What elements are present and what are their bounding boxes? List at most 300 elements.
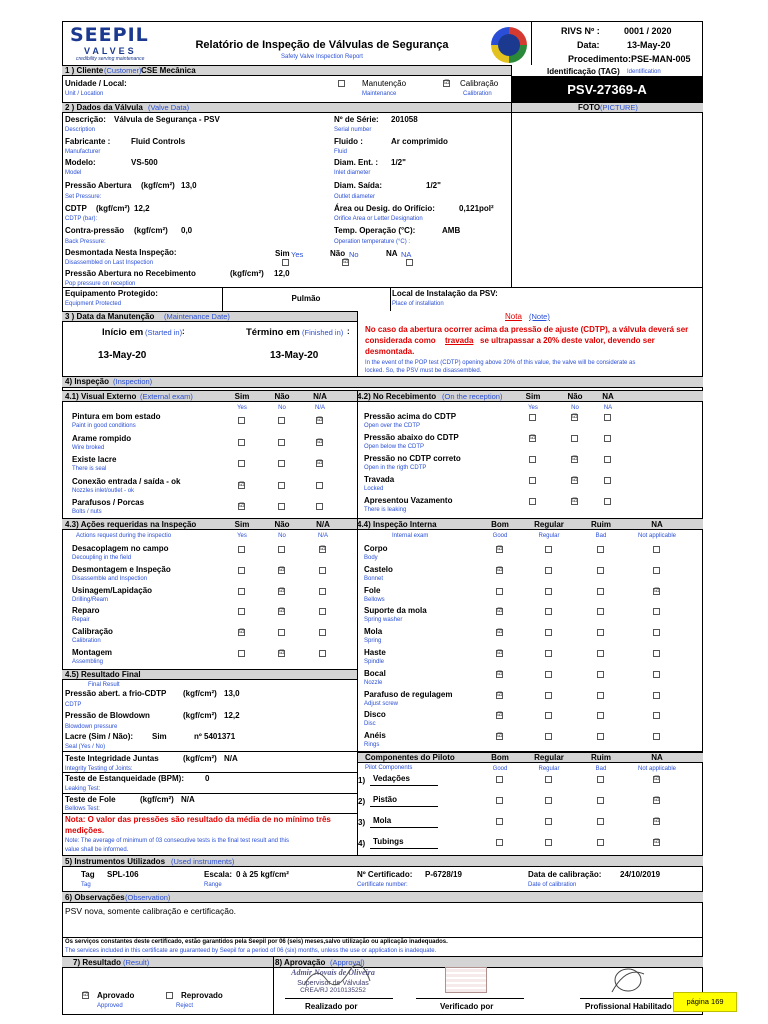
instrument-tag-label-en: Tag xyxy=(81,882,91,888)
rivs-value: 0001 / 2020 xyxy=(624,26,672,36)
row-checkbox[interactable] xyxy=(319,588,326,595)
row-checkbox[interactable] xyxy=(653,546,660,553)
maintenance-title-en: (Maintenance Date) xyxy=(164,312,230,321)
row-label: Conexão entrada / saída - ok xyxy=(72,476,181,486)
row-checkbox[interactable] xyxy=(597,546,604,553)
inlet-label: Diam. Ent. : xyxy=(334,158,379,167)
row-checkbox[interactable]: ☑ xyxy=(497,670,503,677)
row-checkbox[interactable] xyxy=(653,733,660,740)
row-checkbox[interactable] xyxy=(545,712,552,719)
row-label-en: Nozzles inlet/outlet - ok xyxy=(72,487,135,494)
set-pressure-unit: (kgf/cm²) xyxy=(141,181,175,190)
row-checkbox[interactable] xyxy=(653,567,660,574)
result-title-en: (Result) xyxy=(123,958,150,967)
row-label: Pressão acima do CDTP xyxy=(364,412,457,421)
row-label-en: Bonnet xyxy=(364,575,384,582)
final-title: 4.5) Resultado Final xyxy=(65,670,141,679)
range-label-en: Range xyxy=(204,882,222,888)
certificate-value: P-6728/19 xyxy=(425,870,462,879)
note-en-line-2: locked. So, the PSV must be disassembled. xyxy=(365,368,482,374)
column-header-en: Yes xyxy=(237,405,247,411)
row-checkbox[interactable]: ☑ xyxy=(320,546,326,552)
column-header: Não xyxy=(567,392,583,401)
procedure-label: Procedimento: xyxy=(568,54,632,64)
column-header: Sim xyxy=(525,392,541,401)
row-checkbox[interactable] xyxy=(604,414,611,421)
maintenance-checkbox[interactable] xyxy=(338,80,345,87)
column-header-en: Bad xyxy=(595,533,607,539)
row-label: Pressão no CDTP correto xyxy=(364,454,461,463)
disassembled-nao: Não xyxy=(330,249,346,258)
approved-label: Aprovado xyxy=(97,991,135,1000)
row-label-en: Drilling/Ream xyxy=(72,596,109,603)
cdtp-value: 12,2 xyxy=(134,204,150,213)
row-label: Montagem xyxy=(72,648,112,657)
column-header-en: No xyxy=(278,533,286,539)
row-checkbox[interactable] xyxy=(545,629,552,636)
row-checkbox[interactable] xyxy=(604,498,611,505)
row-checkbox[interactable]: ☑ xyxy=(497,712,503,719)
column-header: Não xyxy=(274,392,290,401)
pop-pressure-label-en: Pop pressure on reception xyxy=(65,281,136,287)
row-checkbox[interactable] xyxy=(238,567,245,574)
warranty-text: Os serviços constantes deste certificado, estão garantidos pela Seepil por 06 (seis) meses,salvo utilização ou aplicação inadequados. xyxy=(65,939,448,945)
inspection-header xyxy=(62,376,703,388)
description-label-en: Description xyxy=(65,127,96,133)
row-underline xyxy=(370,806,438,807)
manufacturer-label-en: Manufacturer xyxy=(65,149,101,155)
column-header: Não xyxy=(274,520,290,529)
row-checkbox[interactable] xyxy=(597,671,604,678)
row-label: Mola xyxy=(373,816,392,825)
row-checkbox[interactable] xyxy=(653,629,660,636)
row-checkbox[interactable] xyxy=(545,733,552,740)
maintenance-label: Manutenção xyxy=(362,79,407,88)
equipment-value: Pulmão xyxy=(291,294,321,303)
row-checkbox[interactable] xyxy=(545,588,552,595)
row-label-en: Body xyxy=(364,555,378,561)
final-note-en-2: value shall be informed. xyxy=(65,847,129,853)
warranty-text-en: The services included in this certificate are guaranteed by Seepil for a period of 06 (six) months, unless the use or application is inadequate. xyxy=(65,948,437,954)
row-checkbox[interactable] xyxy=(545,797,552,804)
row-checkbox[interactable] xyxy=(319,608,326,615)
row-checkbox[interactable] xyxy=(238,650,245,657)
final-note-red-1: Nota: O valor das pressões são resultado da média de no mínimo três xyxy=(65,815,331,824)
row-checkbox[interactable] xyxy=(238,460,245,467)
row-checkbox[interactable] xyxy=(545,567,552,574)
inlet-label-en: Inlet diameter xyxy=(334,170,371,176)
approved-checkbox[interactable]: ☑ xyxy=(83,992,89,998)
start-label: Início em xyxy=(102,327,144,338)
row-checkbox[interactable] xyxy=(238,546,245,553)
description-value: Válvula de Segurança - PSV xyxy=(114,115,220,124)
row-label-en: Open in the rigth CDTP xyxy=(364,465,427,471)
row-checkbox[interactable] xyxy=(597,588,604,595)
row-checkbox[interactable] xyxy=(604,456,611,463)
row-label-en: There is seal xyxy=(72,466,107,472)
disassembled-no-checkbox[interactable]: ☑ xyxy=(343,259,349,265)
row-checkbox[interactable]: ☑ xyxy=(572,477,578,483)
note-line-1: No caso da abertura ocorrer acima da pressão de ajuste (CDTP), a válvula deverá ser xyxy=(365,325,689,334)
temp-value: AMB xyxy=(442,226,461,235)
row-checkbox[interactable] xyxy=(545,650,552,657)
row-checkbox[interactable]: ☑ xyxy=(654,587,660,594)
row-checkbox[interactable]: ☑ xyxy=(239,481,245,488)
row-checkbox[interactable] xyxy=(238,588,245,595)
row-label-en: Wire broked xyxy=(72,444,105,451)
row-checkbox[interactable]: ☑ xyxy=(497,691,503,698)
cdtp-label-en: CDTP (bar): xyxy=(65,216,98,222)
row-label: Usinagem/Lapidação xyxy=(72,585,153,595)
row-checkbox[interactable] xyxy=(545,839,552,846)
row-checkbox[interactable]: ☑ xyxy=(279,608,285,615)
instrument-tag-label: Tag xyxy=(81,870,95,879)
note-divider xyxy=(357,311,358,376)
model-value: VS-500 xyxy=(131,158,158,167)
leak-test-label: Teste de Estanqueidade (BPM): xyxy=(65,774,184,783)
row-checkbox[interactable] xyxy=(316,503,323,510)
visual-title: 4.1) Visual Externo xyxy=(65,392,137,401)
maintenance-label-en: Maintenance xyxy=(362,91,397,97)
row-label: Disco xyxy=(364,710,386,720)
row-label-en: Bolts / nuts xyxy=(72,509,102,515)
row-label: Suporte da mola xyxy=(364,606,427,616)
blowdown-value: 12,2 xyxy=(224,711,240,720)
equip-top-line xyxy=(62,287,703,288)
end-value: 13-May-20 xyxy=(270,350,319,361)
row-underline xyxy=(370,785,438,786)
leak-line xyxy=(62,793,357,794)
row-label: Calibração xyxy=(72,627,113,637)
row-checkbox[interactable]: ☑ xyxy=(572,456,578,462)
row-label: Castelo xyxy=(364,564,393,574)
row-checkbox[interactable] xyxy=(545,608,552,615)
row-checkbox[interactable] xyxy=(496,797,503,804)
photo-title-en: (PICTURE) xyxy=(600,103,638,112)
row-checkbox[interactable]: ☑ xyxy=(572,498,578,504)
row-label: Haste xyxy=(364,648,386,657)
cdtp-label: CDTP xyxy=(65,204,87,213)
row-checkbox[interactable]: ☑ xyxy=(497,650,503,656)
disassembled-na-en: NA xyxy=(401,250,412,259)
column-header-en: Not applicable xyxy=(637,533,677,539)
joints-line xyxy=(62,772,357,773)
column-header-en: Not applicable xyxy=(637,766,677,772)
row-label: Desmontagem e Inspeção xyxy=(72,564,171,574)
row-checkbox[interactable] xyxy=(278,503,285,510)
row-checkbox[interactable] xyxy=(653,692,660,699)
row-checkbox[interactable] xyxy=(278,417,285,424)
row-checkbox[interactable] xyxy=(238,439,245,446)
orifice-value: 0,121pol² xyxy=(459,204,494,213)
final-note-en-1: Note: The average of minimum of 03 consecutive tests is the final test result and this xyxy=(65,838,290,844)
row-checkbox[interactable] xyxy=(597,567,604,574)
disassembled-yes-checkbox[interactable] xyxy=(282,259,289,266)
rejected-label: Reprovado xyxy=(181,991,223,1000)
row-checkbox[interactable] xyxy=(545,776,552,783)
tag-value: PSV-27369-A xyxy=(567,82,647,97)
row-checkbox[interactable]: ☑ xyxy=(497,608,503,615)
approved-label-en: Approved xyxy=(97,1003,123,1009)
description-label: Descrição: xyxy=(65,115,106,124)
row-checkbox[interactable]: ☑ xyxy=(530,435,536,441)
serial-value: 201058 xyxy=(391,115,418,124)
note-line-2b: se ultrapassar a 20% deste valor, devendo ser xyxy=(480,336,655,345)
seepil-logo xyxy=(68,26,158,62)
blowdown-label-en: Blowdown pressure xyxy=(65,724,118,730)
row-label-en: There is leaking xyxy=(364,507,407,513)
row-checkbox[interactable] xyxy=(529,477,536,484)
range-label: Escala: xyxy=(204,870,233,879)
column-header-en: N/A xyxy=(317,533,328,539)
row-checkbox[interactable] xyxy=(597,650,604,657)
row-checkbox[interactable]: ☑ xyxy=(654,776,660,782)
fluid-label: Fluido : xyxy=(334,137,363,146)
row-underline xyxy=(370,827,438,828)
set-pressure-label-en: Set Pressure: xyxy=(65,194,102,200)
row-checkbox[interactable]: ☑ xyxy=(497,566,503,573)
inspection-title: 4) Inspeção xyxy=(65,377,110,386)
row-checkbox[interactable] xyxy=(545,692,552,699)
equipment-label-en: Equipment Protected xyxy=(65,301,122,307)
row-checkbox[interactable]: ☑ xyxy=(497,546,503,552)
column-header-en: Yes xyxy=(528,405,538,411)
column-header-en: Good xyxy=(492,766,508,772)
row-checkbox[interactable] xyxy=(529,414,536,421)
row-checkbox[interactable]: ☑ xyxy=(572,414,578,420)
row-checkbox[interactable] xyxy=(529,498,536,505)
photo-divider xyxy=(511,102,512,287)
row-label-en: Disc xyxy=(364,721,376,728)
row-label-en: Rings xyxy=(364,742,380,749)
unit-label: Unidade / Local: xyxy=(65,79,127,88)
row-checkbox[interactable] xyxy=(653,608,660,615)
row-checkbox[interactable] xyxy=(597,733,604,740)
certificate-label-en: Certificate number: xyxy=(357,882,408,888)
observations-text: PSV nova, somente calibração e certificação. xyxy=(65,906,237,916)
row-label-en: Calibration xyxy=(72,638,101,645)
row-checkbox[interactable]: ☑ xyxy=(317,460,323,466)
bellows-test-value: N/A xyxy=(181,795,195,804)
row-checkbox[interactable]: ☑ xyxy=(239,503,245,509)
row-checkbox[interactable]: ☑ xyxy=(279,566,285,573)
row-checkbox[interactable] xyxy=(545,671,552,678)
row-checkbox[interactable] xyxy=(653,671,660,678)
row-checkbox[interactable] xyxy=(545,546,552,553)
pop-pressure-label: Pressão Abertura no Recebimento xyxy=(65,269,196,278)
procedure-value: PSE-MAN-005 xyxy=(631,54,691,64)
row-checkbox[interactable] xyxy=(604,435,611,442)
row-checkbox[interactable] xyxy=(238,608,245,615)
equipment-label: Equipamento Protegido: xyxy=(65,289,158,298)
inlet-value: 1/2" xyxy=(391,158,406,167)
column-header: Regular xyxy=(534,520,564,529)
cold-pressure-value: 13,0 xyxy=(224,689,240,698)
row-label: Bocal xyxy=(364,668,386,678)
row-label: Corpo xyxy=(364,544,388,553)
set-pressure-value: 13,0 xyxy=(181,181,197,190)
row-checkbox[interactable] xyxy=(597,776,604,783)
row-number: 1) xyxy=(358,776,366,785)
manufacturer-value: Fluid Controls xyxy=(131,137,186,146)
row-label: Vedações xyxy=(373,774,410,783)
row-underline xyxy=(370,848,438,849)
row-checkbox[interactable] xyxy=(496,776,503,783)
row-checkbox[interactable] xyxy=(278,439,285,446)
bellows-test-unit: (kgf/cm²) xyxy=(140,795,174,804)
row-checkbox[interactable]: ☑ xyxy=(654,839,660,845)
set-pressure-label: Pressão Abertura xyxy=(65,181,132,190)
row-checkbox[interactable] xyxy=(278,460,285,467)
logo-brand: SEEPIL xyxy=(70,24,149,46)
client-title: 1 ) Cliente xyxy=(65,66,104,75)
row-label-en: Locked xyxy=(364,486,384,492)
row-checkbox[interactable]: ☑ xyxy=(279,650,285,656)
bellows-line xyxy=(62,813,357,814)
range-value: 0 à 25 kgf/cm² xyxy=(236,870,289,879)
row-label: Parafuso de regulagem xyxy=(364,689,453,699)
stamp-crea: CREA/RJ 2010135252 xyxy=(300,987,366,994)
visual-title-en: (External exam) xyxy=(140,392,193,401)
equip-divider-2 xyxy=(390,287,391,311)
column-header: NA xyxy=(651,753,663,762)
row-checkbox[interactable] xyxy=(319,629,326,636)
row-checkbox[interactable] xyxy=(597,797,604,804)
internal-title-en: Internal exam xyxy=(392,533,429,539)
row-label-en: Paint in good conditions xyxy=(72,423,136,429)
row-label: Pressão abaixo do CDTP xyxy=(364,433,459,442)
row-checkbox[interactable] xyxy=(496,818,503,825)
row-label-en: Repair xyxy=(72,617,90,624)
row-checkbox[interactable] xyxy=(278,482,285,489)
rejected-checkbox[interactable] xyxy=(166,992,173,999)
column-header: Bom xyxy=(491,753,509,762)
disassembled-na-checkbox[interactable] xyxy=(406,259,413,266)
calibration-checkbox[interactable]: ☑ xyxy=(444,80,450,86)
row-label-en: Assembling xyxy=(72,659,104,665)
calibration-label-en: Calibration xyxy=(463,91,492,97)
row-checkbox[interactable] xyxy=(653,712,660,719)
row-checkbox[interactable] xyxy=(604,477,611,484)
column-header: NA xyxy=(602,392,614,401)
row-checkbox[interactable] xyxy=(597,692,604,699)
column-header: Ruim xyxy=(591,520,611,529)
row-checkbox[interactable] xyxy=(278,629,285,636)
row-label: Tubings xyxy=(373,837,404,846)
row-checkbox[interactable]: ☑ xyxy=(317,417,323,423)
row-checkbox[interactable] xyxy=(597,818,604,825)
tag-id-label-en: Identification xyxy=(627,69,661,75)
cdtp-unit: (kgf/cm²) xyxy=(96,204,130,213)
row-label-en: Spindle xyxy=(364,659,385,665)
bellows-test-label-en: Bellows Test: xyxy=(65,806,100,812)
row-checkbox[interactable]: ☑ xyxy=(497,629,503,636)
row-checkbox[interactable] xyxy=(597,839,604,846)
blowdown-unit: (kgf/cm²) xyxy=(183,711,217,720)
actions-title: 4.3) Ações requeridas na Inspeção xyxy=(65,520,197,529)
column-header-en: Good xyxy=(492,533,508,539)
row-checkbox[interactable] xyxy=(496,839,503,846)
temp-label: Temp. Operação (°C): xyxy=(334,226,416,235)
column-header-en: Regular xyxy=(538,766,560,772)
pilot-title-en: Pilot Components xyxy=(365,765,413,771)
end-sep: : xyxy=(347,327,350,336)
disassembled-label-en: Disassembled on Last Inspection xyxy=(65,260,154,266)
row-checkbox[interactable] xyxy=(597,629,604,636)
back-pressure-unit: (kgf/cm²) xyxy=(134,226,168,235)
column-header-en: Yes xyxy=(237,533,247,539)
leak-test-value: 0 xyxy=(205,774,210,783)
pilot-num-divider xyxy=(357,772,358,855)
row-number: 4) xyxy=(358,839,366,848)
rivs-label: RIVS Nº : xyxy=(561,26,600,36)
row-checkbox[interactable]: ☑ xyxy=(279,587,285,594)
back-pressure-value: 0,0 xyxy=(181,226,193,235)
row-checkbox[interactable] xyxy=(319,567,326,574)
note-line-2a: considerada como xyxy=(365,336,436,345)
column-header: N/A xyxy=(316,520,330,529)
pop-pressure-value: 12,0 xyxy=(274,269,290,278)
column-header-en: NA xyxy=(603,405,613,411)
end-label-en: (Finished in) xyxy=(302,328,344,337)
row-label-en: Spring washer xyxy=(364,617,403,624)
row-checkbox[interactable] xyxy=(529,456,536,463)
row-number: 2) xyxy=(358,797,366,806)
valve-title: 2 ) Dados da Válvula xyxy=(65,103,143,112)
row-checkbox[interactable] xyxy=(597,608,604,615)
observations-title: 6) Observações xyxy=(65,893,125,902)
row-checkbox[interactable]: ☑ xyxy=(239,629,245,636)
inspection-title-en: (Inspection) xyxy=(113,377,153,386)
calibration-date-label: Data de calibração: xyxy=(528,870,602,879)
note-line-3: desmontada. xyxy=(365,347,415,356)
approval-title-en: (Approval) xyxy=(330,958,365,967)
row-label: Reparo xyxy=(72,606,100,616)
row-checkbox[interactable]: ☑ xyxy=(497,733,503,740)
row-checkbox[interactable]: ☑ xyxy=(317,438,323,445)
column-header: N/A xyxy=(313,392,327,401)
row-label: Anéis xyxy=(364,731,386,741)
row-label-en: Decoupling in the field xyxy=(72,555,132,561)
calibration-label: Calibração xyxy=(460,79,499,88)
row-checkbox[interactable] xyxy=(278,546,285,553)
column-header: Sim xyxy=(234,392,250,401)
disassembled-yes: Yes xyxy=(291,250,304,259)
row-checkbox[interactable] xyxy=(496,588,503,595)
back-pressure-label-en: Back Pressure: xyxy=(65,239,106,245)
start-value: 13-May-20 xyxy=(98,350,147,361)
row-label: Arame rompido xyxy=(72,433,132,443)
row-checkbox[interactable] xyxy=(316,482,323,489)
start-sep: : xyxy=(182,327,185,336)
row-checkbox[interactable] xyxy=(238,417,245,424)
row-checkbox[interactable]: ☑ xyxy=(654,797,660,803)
internal-title: 4.4) Inspeção Interna xyxy=(357,520,437,529)
client-name: CSE Mecânica xyxy=(141,66,196,75)
professional-line xyxy=(580,998,688,999)
leak-test-label-en: Leaking Test: xyxy=(65,786,101,792)
row-checkbox[interactable] xyxy=(545,818,552,825)
row-checkbox[interactable] xyxy=(653,650,660,657)
row-checkbox[interactable]: ☑ xyxy=(654,818,660,824)
model-label-en: Model xyxy=(65,170,82,176)
row-checkbox[interactable] xyxy=(597,712,604,719)
row-checkbox[interactable] xyxy=(319,650,326,657)
row-checkbox[interactable] xyxy=(571,435,578,442)
disassembled-na: NA xyxy=(386,249,398,258)
outlet-value: 1/2" xyxy=(426,181,441,190)
note-title: Nota xyxy=(505,312,522,321)
